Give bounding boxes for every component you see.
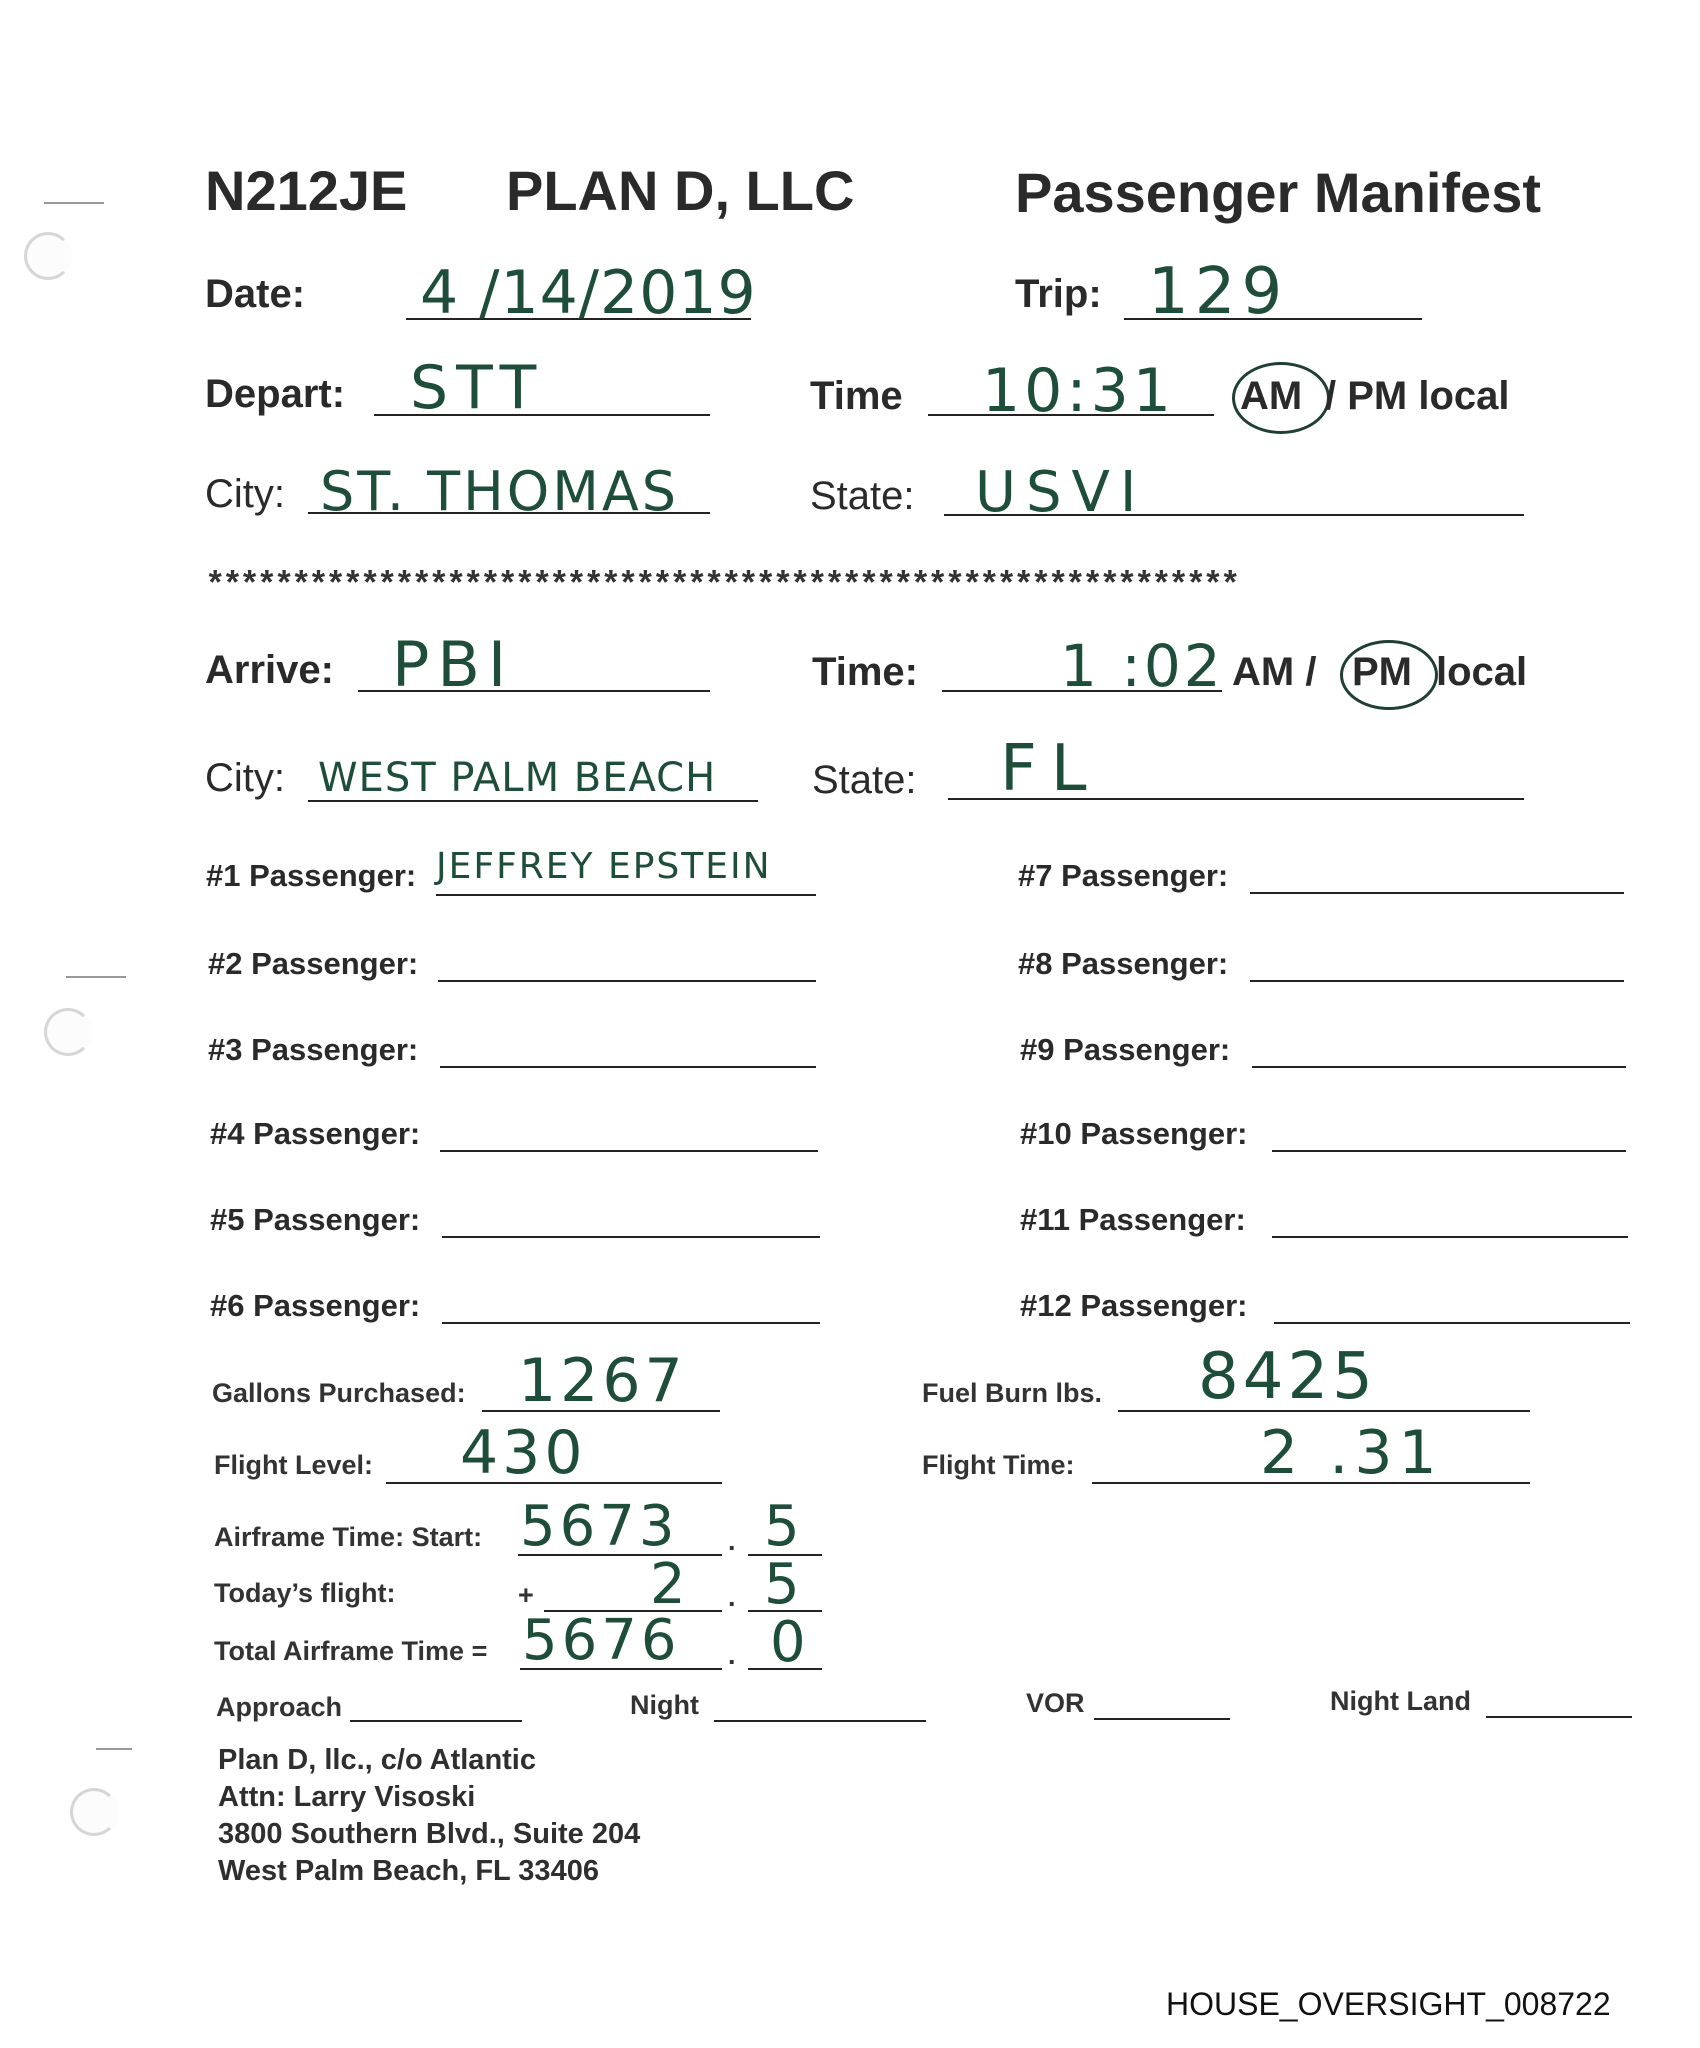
passenger-8-label: #8 Passenger: [1018, 946, 1229, 981]
address-line-4: West Palm Beach, FL 33406 [218, 1855, 599, 1887]
approach-label: Approach [216, 1692, 343, 1722]
trip-value: 129 [1148, 255, 1289, 329]
passenger-11-line [1272, 1236, 1628, 1238]
passenger-1-label: #1 Passenger: [206, 858, 417, 893]
night-land-label: Night Land [1330, 1686, 1471, 1716]
total-airframe-dot: . [728, 1640, 736, 1670]
passenger-10-line [1272, 1150, 1626, 1152]
passenger-11-label: #11 Passenger: [1020, 1202, 1246, 1237]
arrive-pm-label: PM [1352, 650, 1412, 694]
passenger-2-line [438, 980, 816, 982]
airframe-start-dot: . [728, 1526, 736, 1556]
passenger-1-value: JEFFREY EPSTEIN [436, 846, 772, 887]
depart-city-label: City: [205, 472, 285, 516]
passenger-2-label: #2 Passenger: [208, 946, 419, 981]
night-land-line [1486, 1716, 1632, 1718]
night-label: Night [630, 1690, 699, 1720]
binder-hole-bottom [70, 1788, 118, 1836]
arrive-value: PBI [392, 628, 515, 701]
passenger-6-line [442, 1322, 820, 1324]
tail-number: N212JE [205, 159, 408, 222]
passenger-5-label: #5 Passenger: [210, 1202, 421, 1237]
date-value: 4 /14/2019 [420, 258, 757, 328]
address-line-3: 3800 Southern Blvd., Suite 204 [218, 1818, 641, 1850]
depart-city-value: ST. THOMAS [320, 460, 680, 523]
passenger-7-line [1250, 892, 1624, 894]
airframe-start-tenth: 5 [764, 1494, 800, 1559]
night-line [714, 1720, 926, 1722]
date-label: Date: [205, 272, 306, 316]
arrive-state-label: State: [812, 758, 917, 802]
depart-pm-local-label: / PM local [1325, 374, 1510, 418]
passenger-12-line [1274, 1322, 1630, 1324]
arrive-time-label: Time: [812, 650, 918, 694]
total-airframe-tenth: 0 [770, 1610, 806, 1675]
vor-label: VOR [1026, 1688, 1085, 1718]
binder-hole-top [24, 232, 72, 280]
bates-number: HOUSE_OVERSIGHT_008722 [1166, 1986, 1611, 2022]
passenger-9-line [1252, 1066, 1626, 1068]
depart-time-value: 10:31 [982, 356, 1175, 426]
flight-time-label: Flight Time: [922, 1450, 1075, 1480]
arrive-state-value: FL [1000, 732, 1101, 806]
todays-flight-tenth: 5 [764, 1552, 800, 1617]
scan-mark [96, 1748, 132, 1750]
passenger-8-line [1250, 980, 1624, 982]
mailing-address [218, 1742, 640, 1890]
binder-hole-middle [44, 1008, 92, 1056]
passenger-4-line [440, 1150, 818, 1152]
airframe-start-whole: 5673 [520, 1494, 679, 1559]
arrive-am-label: AM / [1232, 650, 1317, 694]
arrive-city-label: City: [205, 756, 285, 800]
passenger-6-label: #6 Passenger: [210, 1288, 421, 1323]
passenger-3-label: #3 Passenger: [208, 1032, 419, 1067]
page-title: Passenger Manifest [1015, 161, 1541, 224]
scan-mark [44, 202, 104, 204]
passenger-5-line [442, 1236, 820, 1238]
company-name: PLAN D, LLC [506, 159, 855, 222]
address-line-2: Attn: Larry Visoski [218, 1781, 476, 1813]
trip-label: Trip: [1015, 272, 1102, 316]
depart-state-value: USVI [975, 460, 1147, 525]
gallons-label: Gallons Purchased: [212, 1378, 466, 1408]
depart-state-label: State: [810, 474, 915, 518]
depart-am-label: AM [1240, 374, 1303, 418]
depart-time-label: Time [810, 374, 903, 418]
scan-mark [66, 976, 126, 978]
separator-asterisks: ************************************************************ [205, 568, 1238, 606]
passenger-9-label: #9 Passenger: [1020, 1032, 1231, 1067]
address-line-1: Plan D, llc., c/o Atlantic [218, 1744, 536, 1776]
arrive-city-value: WEST PALM BEACH [318, 755, 717, 801]
depart-value: STT [410, 353, 545, 423]
todays-flight-label: Today’s flight: [214, 1578, 396, 1608]
depart-label: Depart: [205, 372, 346, 416]
fuel-burn-value: 8425 [1198, 1340, 1377, 1414]
vor-line [1094, 1718, 1230, 1720]
passenger-7-label: #7 Passenger: [1018, 858, 1229, 893]
gallons-value: 1267 [518, 1346, 687, 1416]
passenger-1-line [436, 894, 816, 896]
todays-flight-whole: 2 [650, 1552, 686, 1617]
passenger-3-line [440, 1066, 816, 1068]
arrive-time-value: 1 :02 [1060, 632, 1224, 700]
todays-flight-plus: + [518, 1580, 534, 1610]
flight-time-value: 2 .31 [1260, 1418, 1443, 1488]
flight-level-value: 430 [460, 1418, 587, 1488]
total-airframe-whole: 5676 [522, 1608, 681, 1673]
fuel-burn-label: Fuel Burn lbs. [922, 1378, 1103, 1408]
passenger-10-label: #10 Passenger: [1020, 1116, 1248, 1151]
passenger-12-label: #12 Passenger: [1020, 1288, 1248, 1323]
arrive-label: Arrive: [205, 648, 334, 692]
todays-flight-dot: . [728, 1582, 736, 1612]
flight-level-label: Flight Level: [214, 1450, 374, 1480]
airframe-start-label: Airframe Time: Start: [214, 1522, 483, 1552]
arrive-local-label: local [1436, 650, 1528, 694]
passenger-4-label: #4 Passenger: [210, 1116, 421, 1151]
approach-line [350, 1720, 522, 1722]
total-airframe-label: Total Airframe Time = [214, 1636, 488, 1666]
